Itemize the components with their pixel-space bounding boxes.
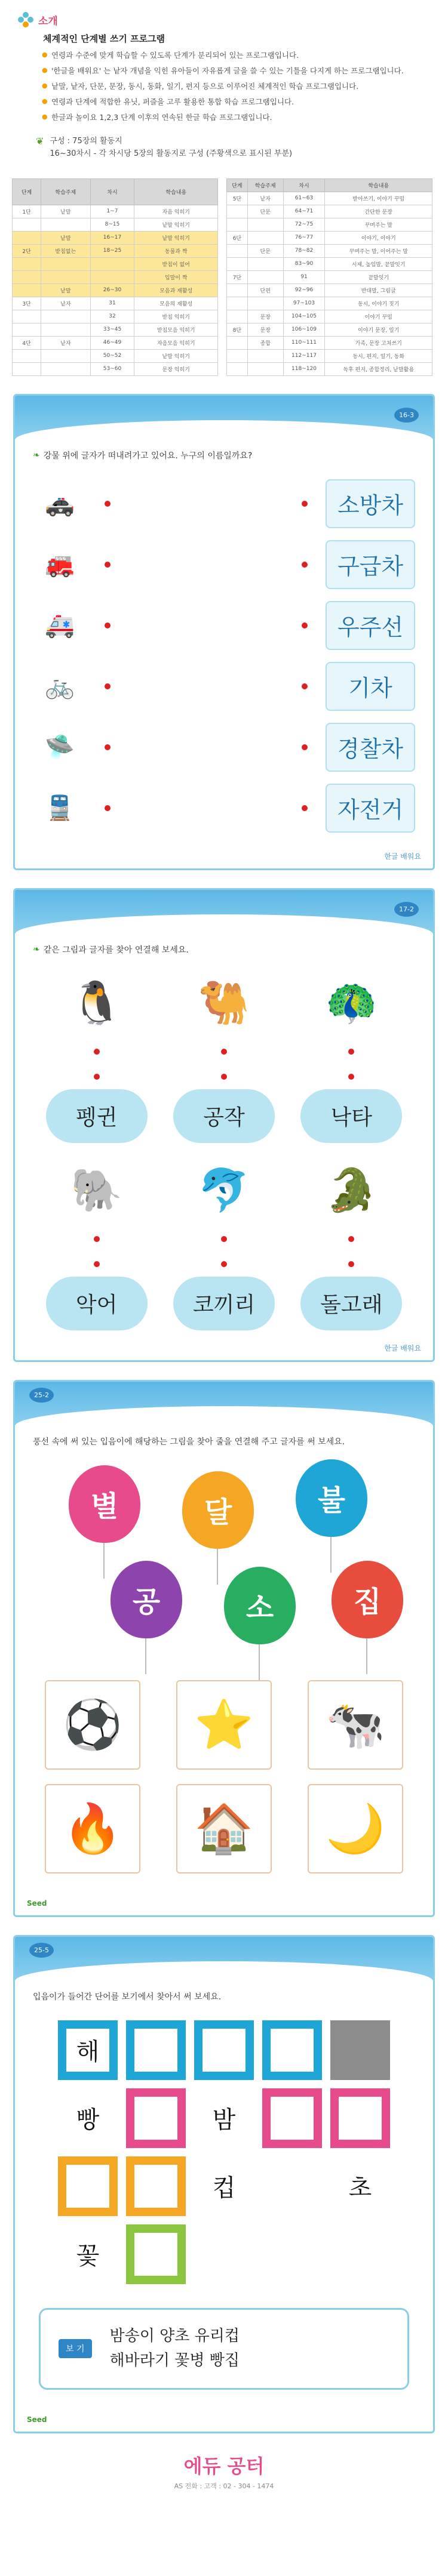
table-cell: 문장 익히기 xyxy=(134,362,218,375)
table-row xyxy=(227,284,432,297)
table-cell: 동시, 편지, 일기, 동화 xyxy=(325,349,432,362)
table-header: 학습내용 xyxy=(325,178,432,192)
table-row xyxy=(13,362,218,375)
connector-dot[interactable] xyxy=(221,1236,227,1242)
puzzle-cell[interactable] xyxy=(126,2156,186,2216)
table-cell: 낱자 xyxy=(41,336,90,349)
letter-balloon: 공 xyxy=(111,1561,182,1638)
table-cell: 낱말 익히기 xyxy=(134,218,218,231)
table-cell xyxy=(247,362,283,375)
match-column xyxy=(40,967,154,1143)
table-cell: 낱말 익히기 xyxy=(134,349,218,362)
matching-row xyxy=(33,473,415,534)
feature-item: ● '한글을 배워요' 는 낱자 개념을 익힌 유아들이 자유롭게 글을 쓸 수 있는 기틀을 다지게 하는 프로그램입니다. xyxy=(42,65,412,77)
table-row xyxy=(13,336,218,349)
sheet-number-badge: 25-5 xyxy=(29,1943,54,1958)
connector-dot[interactable] xyxy=(105,562,111,568)
contact-info: AS 전화 : 고객 : 02 - 304 - 1474 xyxy=(174,2482,274,2490)
table-cell: 이야기 문장, 일기 xyxy=(325,323,432,336)
table-cell: 낱말 xyxy=(41,205,90,218)
table-cell xyxy=(13,257,41,270)
table-header: 학습주제 xyxy=(247,178,283,192)
table-cell: 4단 xyxy=(13,336,41,349)
table-row xyxy=(227,218,432,231)
word-bank-label: 보 기 xyxy=(59,2339,92,2358)
table-row xyxy=(13,284,218,297)
table-cell xyxy=(41,349,90,362)
instruction-text: 강물 위에 글자가 떠내려가고 있어요. 누구의 이름일까요? xyxy=(43,451,253,461)
table-cell: 104~105 xyxy=(283,310,325,323)
table-cell xyxy=(227,205,248,218)
table-cell: 26~30 xyxy=(90,284,134,297)
puzzle-cell[interactable] xyxy=(262,2020,322,2080)
table-cell: 끝말잇기 xyxy=(325,270,432,284)
connector-dot[interactable] xyxy=(302,805,308,811)
table-cell: 받아쓰기, 이야기 꾸밈 xyxy=(325,192,432,205)
matching-row xyxy=(33,595,415,656)
table-row xyxy=(227,336,432,349)
letter-balloon: 집 xyxy=(332,1561,403,1638)
table-cell xyxy=(90,257,134,270)
table-cell: 64~71 xyxy=(283,205,325,218)
table-cell: 받침이 없어 xyxy=(134,257,218,270)
table-cell: 72~75 xyxy=(283,218,325,231)
vehicle-icon: 🚲 xyxy=(45,673,75,701)
table-cell: 76~77 xyxy=(283,231,325,244)
puzzle-cell xyxy=(330,2224,390,2284)
intro-header xyxy=(18,12,412,27)
worksheet-4 xyxy=(13,1935,435,2433)
leaf-icon: ❧ xyxy=(33,944,40,954)
sheet-footer: 한글 배워요 xyxy=(384,1344,421,1353)
connector-dot[interactable] xyxy=(94,1074,100,1080)
connector-dot[interactable] xyxy=(348,1049,354,1055)
table-cell: 단문 xyxy=(247,205,283,218)
table-cell: 78~82 xyxy=(283,244,325,257)
puzzle-cell[interactable]: 해 xyxy=(58,2020,118,2080)
connector-dot[interactable] xyxy=(348,1074,354,1080)
table-cell: 꾸며주는 말 xyxy=(325,218,432,231)
puzzle-cell[interactable] xyxy=(126,2020,186,2080)
table-row xyxy=(227,310,432,323)
table-cell: 53~60 xyxy=(90,362,134,375)
table-cell: 자음모음 익히기 xyxy=(134,336,218,349)
word-card: 기차 xyxy=(326,662,415,711)
matching-row xyxy=(33,717,415,778)
matching-row xyxy=(33,534,415,595)
connector-dot[interactable] xyxy=(94,1236,100,1242)
table-row xyxy=(13,244,218,257)
puzzle-cell[interactable] xyxy=(330,2088,390,2148)
word-card: 악어 xyxy=(46,1277,148,1330)
table-cell: 종합 xyxy=(247,336,283,349)
table-row xyxy=(13,310,218,323)
puzzle-cell xyxy=(194,2224,254,2284)
table-cell: 동물과 짝 xyxy=(134,244,218,257)
feature-item: ● 한글과 놀이요 1,2,3 단계 이후의 연속된 한글 학습 프로그램입니다. xyxy=(42,112,412,124)
curriculum-tables xyxy=(0,172,448,376)
picture-box[interactable]: 🌙 xyxy=(308,1784,403,1874)
table-cell: 입말이 짝 xyxy=(134,270,218,284)
table-header: 학습주제 xyxy=(41,178,90,205)
connector-dot[interactable] xyxy=(302,683,308,689)
table-cell xyxy=(227,297,248,310)
match-column xyxy=(294,1155,408,1330)
table-cell xyxy=(227,336,248,349)
word-card: 우주선 xyxy=(326,601,415,650)
table-cell xyxy=(247,270,283,284)
table-cell: 가족, 문장 고쳐쓰기 xyxy=(325,336,432,349)
sheet-header xyxy=(15,1937,433,1985)
match-column xyxy=(167,1155,281,1330)
animal-icon: 🦚 xyxy=(325,978,378,1028)
section-label: 소개 xyxy=(38,15,58,27)
vehicle-icon: 🚒 xyxy=(45,551,75,579)
sheet-instruction xyxy=(15,1429,433,1453)
animal-icon: 🐘 xyxy=(70,1166,123,1215)
table-row xyxy=(13,297,218,310)
matching-row xyxy=(33,778,415,839)
puzzle-cell[interactable] xyxy=(194,2020,254,2080)
table-cell: 낱자 xyxy=(41,297,90,310)
connector-dot[interactable] xyxy=(105,683,111,689)
word-card: 코끼리 xyxy=(173,1277,275,1330)
connector-dot[interactable] xyxy=(302,744,308,750)
table-cell: 받침모음 익히기 xyxy=(134,323,218,336)
vehicle-icon: 🚑 xyxy=(45,612,75,640)
match-column xyxy=(294,967,408,1143)
connector-dot[interactable] xyxy=(105,744,111,750)
table-cell: 반대말, 그림글 xyxy=(325,284,432,297)
puzzle-cell: 꽃 xyxy=(58,2224,118,2284)
table-cell xyxy=(41,310,90,323)
table-cell: 이야기 꾸밈 xyxy=(325,310,432,323)
table-row xyxy=(227,192,432,205)
table-cell: 5단 xyxy=(227,192,248,205)
sheet-footer: Seed xyxy=(27,1899,47,1908)
table-row xyxy=(13,323,218,336)
table-cell xyxy=(227,310,248,323)
table-cell xyxy=(247,349,283,362)
table-cell xyxy=(41,362,90,375)
connector-dot[interactable] xyxy=(302,623,308,628)
table-cell xyxy=(227,257,248,270)
worksheet-1 xyxy=(13,394,435,870)
animal-icon: 🐊 xyxy=(325,1166,378,1215)
connector-dot[interactable] xyxy=(105,805,111,811)
picture-box[interactable]: 🏠 xyxy=(176,1784,272,1874)
table-cell: 110~111 xyxy=(283,336,325,349)
vehicle-icon: 🛸 xyxy=(45,734,75,762)
table-cell xyxy=(13,310,41,323)
table-cell xyxy=(247,297,283,310)
table-cell: 간단한 문장 xyxy=(325,205,432,218)
word-bank-line: 밤송이 양초 유리컵 xyxy=(109,2327,240,2345)
middle-match-row xyxy=(15,1149,433,1336)
sheet-footer: Seed xyxy=(27,2415,47,2424)
curriculum-table-right xyxy=(226,178,432,376)
feature-item: ● 연령과 단계에 적합한 유닛, 퍼즐을 고루 활용한 통합 학습 프로그램입니다. xyxy=(42,96,412,108)
match-column xyxy=(40,1155,154,1330)
table-cell: 97~103 xyxy=(283,297,325,310)
puzzle-cell: 밤 xyxy=(194,2088,254,2148)
word-card: 구급차 xyxy=(326,540,415,589)
table-cell xyxy=(247,218,283,231)
vehicle-icon: 🚓 xyxy=(45,490,75,518)
puzzle-cell: 컵 xyxy=(194,2156,254,2216)
table-cell: 1단 xyxy=(13,205,41,218)
table-header: 차시 xyxy=(283,178,325,192)
feature-list xyxy=(42,50,412,124)
table-cell: 18~25 xyxy=(90,244,134,257)
table-row xyxy=(13,257,218,270)
table-row xyxy=(227,205,432,218)
instruction-text: 입음이가 들어간 단어를 보기에서 찾아서 써 보세요. xyxy=(33,1992,222,2002)
table-cell xyxy=(227,218,248,231)
sheet-number-badge: 25-2 xyxy=(29,1388,54,1403)
table-row xyxy=(13,231,218,244)
puzzle-cell: 빵 xyxy=(58,2088,118,2148)
table-cell xyxy=(41,323,90,336)
puzzle-cell xyxy=(262,2224,322,2284)
table-cell xyxy=(227,349,248,362)
page-footer xyxy=(0,2433,448,2503)
table-cell: 8단 xyxy=(227,323,248,336)
table-cell: 이야기, 이야기 xyxy=(325,231,432,244)
picture-box[interactable]: 🔥 xyxy=(45,1784,140,1874)
connector-dot[interactable] xyxy=(302,501,308,507)
curriculum-table-left xyxy=(12,178,218,376)
sheet-header xyxy=(15,1382,433,1429)
word-card: 펭귄 xyxy=(46,1089,148,1143)
table-header: 단계 xyxy=(227,178,248,192)
connector-dot[interactable] xyxy=(105,623,111,628)
table-cell xyxy=(247,257,283,270)
puzzle-cell xyxy=(262,2156,322,2216)
connector-dot[interactable] xyxy=(221,1074,227,1080)
table-row xyxy=(227,244,432,257)
sheet-instruction xyxy=(15,938,433,962)
picture-grid xyxy=(15,1668,433,1891)
table-cell: 받침없는 xyxy=(41,244,90,257)
table-cell: 낱말 xyxy=(41,231,90,244)
table-cell: 동시, 이야기 짓기 xyxy=(325,297,432,310)
table-cell xyxy=(41,270,90,284)
table-row xyxy=(13,205,218,218)
table-cell: 낱자 xyxy=(247,192,283,205)
table-cell: 받침 익히기 xyxy=(134,310,218,323)
picture-box[interactable]: ⭐ xyxy=(176,1680,272,1770)
table-header: 학습내용 xyxy=(134,178,218,205)
puzzle-cell xyxy=(330,2020,390,2080)
table-row xyxy=(13,218,218,231)
feature-item: ● 연령과 수준에 맞게 학습할 수 있도록 단계가 분리되어 있는 프로그램입니다. xyxy=(42,50,412,61)
leaf-icon: ❦ xyxy=(36,135,44,147)
leaf-icon: ❧ xyxy=(33,450,40,460)
connector-dot[interactable] xyxy=(302,562,308,568)
connector-dot[interactable] xyxy=(348,1261,354,1267)
word-card: 낙타 xyxy=(300,1089,402,1143)
table-cell xyxy=(13,323,41,336)
table-cell xyxy=(247,231,283,244)
table-cell: 6단 xyxy=(227,231,248,244)
flower-icon xyxy=(18,12,33,27)
puzzle-cell[interactable] xyxy=(58,2156,118,2216)
sheet-instruction xyxy=(15,443,433,467)
table-cell xyxy=(13,218,41,231)
table-row xyxy=(227,270,432,284)
sheet-footer: 한글 배워요 xyxy=(384,852,421,861)
animal-icon: 🐧 xyxy=(70,978,123,1028)
course-title: 구성 : 75장의 활동지 xyxy=(50,137,122,146)
brand-logo: 에듀 공터 xyxy=(183,2454,265,2478)
course-summary xyxy=(36,135,412,161)
table-cell: 32 xyxy=(90,310,134,323)
course-detail: 16~30차시 - 각 차시당 5장의 활동지로 구성 (주황색으로 표시된 부분) xyxy=(50,149,293,158)
vehicle-icon: 🚆 xyxy=(45,794,75,822)
table-row xyxy=(227,297,432,310)
top-match-row xyxy=(15,962,433,1149)
word-bank xyxy=(39,2308,409,2390)
picture-box[interactable]: ⚽ xyxy=(45,1680,140,1770)
connector-dot[interactable] xyxy=(94,1049,100,1055)
table-cell xyxy=(13,362,41,375)
word-puzzle-grid xyxy=(15,2008,433,2296)
table-row xyxy=(227,323,432,336)
word-card: 돌고래 xyxy=(300,1277,402,1330)
balloon-group xyxy=(33,1459,415,1662)
table-row xyxy=(227,349,432,362)
table-cell: 자음 익히기 xyxy=(134,205,218,218)
table-cell: 독후 편지, 종합정리, 낱말활용 xyxy=(325,362,432,375)
word-card: 공작 xyxy=(173,1089,275,1143)
table-cell: 꾸며주는 말, 이어주는 말 xyxy=(325,244,432,257)
table-cell xyxy=(227,284,248,297)
table-cell xyxy=(13,231,41,244)
table-cell: 31 xyxy=(90,297,134,310)
puzzle-cell[interactable] xyxy=(262,2088,322,2148)
table-cell: 8~15 xyxy=(90,218,134,231)
matching-row xyxy=(33,656,415,717)
table-cell xyxy=(41,218,90,231)
picture-box[interactable]: 🐄 xyxy=(308,1680,403,1770)
puzzle-cell[interactable] xyxy=(126,2088,186,2148)
table-row xyxy=(13,349,218,362)
table-cell: 112~117 xyxy=(283,349,325,362)
connector-dot[interactable] xyxy=(105,501,111,507)
matching-rows xyxy=(15,467,433,845)
feature-item: ● 낱말, 낱자, 단문, 문장, 동시, 동화, 일기, 편지 등으로 이루어진 체계적인 학습 프로그램입니다. xyxy=(42,81,412,93)
table-cell: 시제, 높임말, 끝말잇기 xyxy=(325,257,432,270)
sheet-instruction xyxy=(15,1985,433,2008)
table-cell: 46~49 xyxy=(90,336,134,349)
animal-icon: 🐫 xyxy=(198,978,250,1028)
word-card: 자전거 xyxy=(326,784,415,833)
table-cell: 92~96 xyxy=(283,284,325,297)
table-cell: 낱말 익히기 xyxy=(134,231,218,244)
connector-dot[interactable] xyxy=(94,1261,100,1267)
word-card: 경찰차 xyxy=(326,723,415,772)
puzzle-cell[interactable] xyxy=(126,2224,186,2284)
sheet-number-badge: 17-2 xyxy=(394,902,419,917)
sheet-header xyxy=(15,396,433,443)
connector-dot[interactable] xyxy=(221,1261,227,1267)
table-cell: 61~63 xyxy=(283,192,325,205)
table-cell xyxy=(13,284,41,297)
table-cell: 모음의 재활성 xyxy=(134,297,218,310)
table-row xyxy=(13,270,218,284)
table-cell: 7단 xyxy=(227,270,248,284)
table-cell: 16~17 xyxy=(90,231,134,244)
table-cell: 문장 xyxy=(247,323,283,336)
animal-icon: 🐬 xyxy=(198,1166,250,1215)
table-cell: 118~120 xyxy=(283,362,325,375)
table-cell: 3단 xyxy=(13,297,41,310)
table-cell: 단편 xyxy=(247,284,283,297)
letter-balloon: 불 xyxy=(296,1459,367,1537)
table-cell xyxy=(90,270,134,284)
table-cell: 1~7 xyxy=(90,205,134,218)
table-cell: 83~90 xyxy=(283,257,325,270)
table-row xyxy=(227,257,432,270)
table-cell xyxy=(41,257,90,270)
table-row xyxy=(227,231,432,244)
table-cell xyxy=(227,244,248,257)
table-cell: 2단 xyxy=(13,244,41,257)
table-cell xyxy=(13,270,41,284)
sheet-number-badge: 16-3 xyxy=(394,408,419,423)
table-cell: 단문 xyxy=(247,244,283,257)
table-header: 단계 xyxy=(13,178,41,205)
instruction-text: 같은 그림과 글자를 찾아 연결해 보세요. xyxy=(43,945,189,955)
table-row xyxy=(227,362,432,375)
table-cell: 106~109 xyxy=(283,323,325,336)
table-cell: 낱말 xyxy=(41,284,90,297)
worksheet-3 xyxy=(13,1380,435,1917)
sheet-header xyxy=(15,890,433,938)
intro-section xyxy=(0,0,448,172)
puzzle-cell: 초 xyxy=(330,2156,390,2216)
table-cell: 33~45 xyxy=(90,323,134,336)
table-header: 차시 xyxy=(90,178,134,205)
instruction-text: 풍선 속에 써 있는 입음이에 해당하는 그림을 찾아 줄을 연결해 주고 글자를 써 보세요. xyxy=(33,1437,345,1447)
connector-dot[interactable] xyxy=(221,1049,227,1055)
worksheet-2 xyxy=(13,888,435,1362)
intro-heading: 체계적인 단계별 쓰기 프로그램 xyxy=(43,33,165,44)
table-cell xyxy=(227,362,248,375)
connector-dot[interactable] xyxy=(348,1236,354,1242)
table-cell: 50~52 xyxy=(90,349,134,362)
table-cell: 91 xyxy=(283,270,325,284)
table-cell: 문장 xyxy=(247,310,283,323)
letter-balloon: 별 xyxy=(69,1465,140,1543)
letter-balloon: 달 xyxy=(182,1471,254,1549)
match-column xyxy=(167,967,281,1143)
table-cell xyxy=(13,349,41,362)
word-card: 소방차 xyxy=(326,479,415,528)
table-cell: 모음과 재활성 xyxy=(134,284,218,297)
word-bank-line: 해바라기 꽃병 빵집 xyxy=(109,2352,240,2370)
letter-balloon: 소 xyxy=(224,1567,296,1644)
